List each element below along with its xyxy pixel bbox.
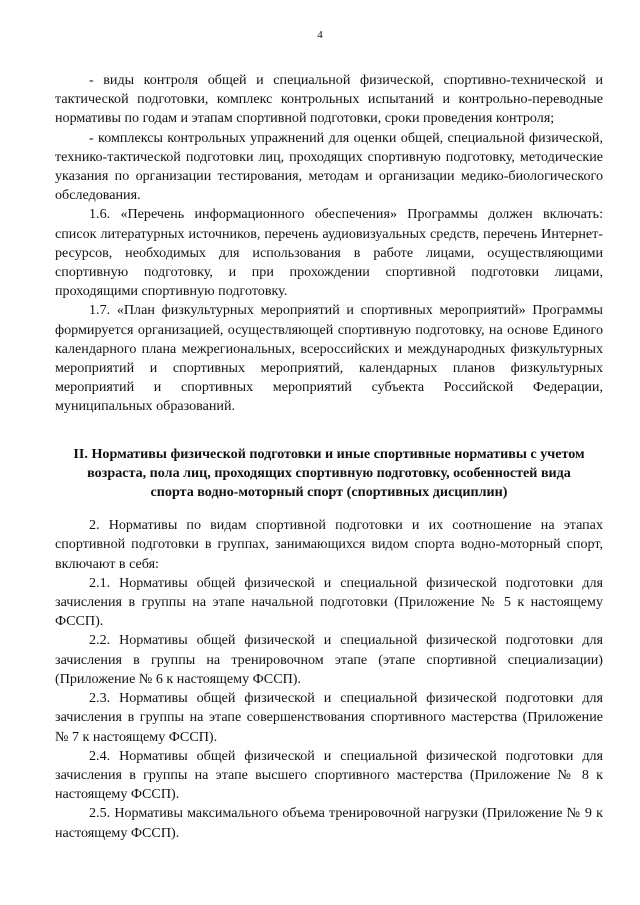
page-number: 4 — [317, 29, 323, 41]
paragraph-2-4: 2.4. Нормативы общей физической и специальной физической подготовки для зачисления в группы на этапе высшего спортивного мастерства (Приложение № 8 к настоящему ФССП). — [55, 747, 603, 803]
paragraph-2-3: 2.3. Нормативы общей физической и специальной физической подготовки для зачисления в группы на этапе совершенствования спортивного мастерства (Приложение № 7 к настоящему ФССП). — [55, 690, 603, 745]
paragraph-2-standards-intro: 2. Нормативы по видам спортивной подготовки и их соотношение на этапах спортивной подготовки в группах, занимающихся видом спорта водно-моторный спорт, включают в себя: — [55, 517, 603, 572]
document-body — [55, 71, 603, 843]
paragraph-control-types: - виды контроля общей и специальной физической, спортивно-технической и тактической подготовки, комплекс контрольных испытаний и контрольно-переводные нормативы по годам и этапам спортивной подготовки, сроки проведения контроля; — [55, 72, 603, 127]
section-heading-ii: II. Нормативы физической подготовки и иные спортивные нормативы с учетом возраста, пола лиц, проходящих спортивную подготовку, особенностей вида спорта водно-моторный спорт (спортивных дисциплин) — [73, 445, 585, 501]
paragraph-2-1: 2.1. Нормативы общей физической и специальной физической подготовки для зачисления в группы на этапе начальной подготовки (Приложение № 5 к настоящему ФССП). — [55, 574, 603, 630]
paragraph-2-2: 2.2. Нормативы общей физической и специальной физической подготовки для зачисления в группы на тренировочном этапе (этапе спортивной специализации) (Приложение № 6 к настоящему ФССП). — [55, 632, 603, 687]
paragraph-1-6-information-support: 1.6. «Перечень информационного обеспечения» Программы должен включать: список литературных источников, перечень аудиовизуальных средств, перечень Интернет-ресурсов, необходимых для использования в работе лицами, осуществляющими спортивную подготовку, и при прохождении спортивной подготовки лицами, проходящими спортивную подготовку. — [55, 206, 603, 300]
paragraph-control-exercises: - комплексы контрольных упражнений для оценки общей, специальной физической, технико-тактической подготовки лиц, проходящих спортивную подготовку, методические указания по организации тестирования, методам и организации медико-биологического обследования. — [55, 129, 603, 204]
paragraph-2-5: 2.5. Нормативы максимального объема тренировочной нагрузки (Приложение № 9 к настоящему ФССП). — [55, 805, 603, 841]
paragraph-1-7-events-plan: 1.7. «План физкультурных мероприятий и спортивных мероприятий» Программы формируется организацией, осуществляющей спортивную подготовку, на основе Единого календарного плана межрегиональных, всероссийских и международных физкультурных мероприятий и спортивных мероприятий, календарных планов физкультурных мероприятий и спортивных мероприятий субъекта Российской Федерации, муниципальных образований. — [55, 302, 603, 415]
